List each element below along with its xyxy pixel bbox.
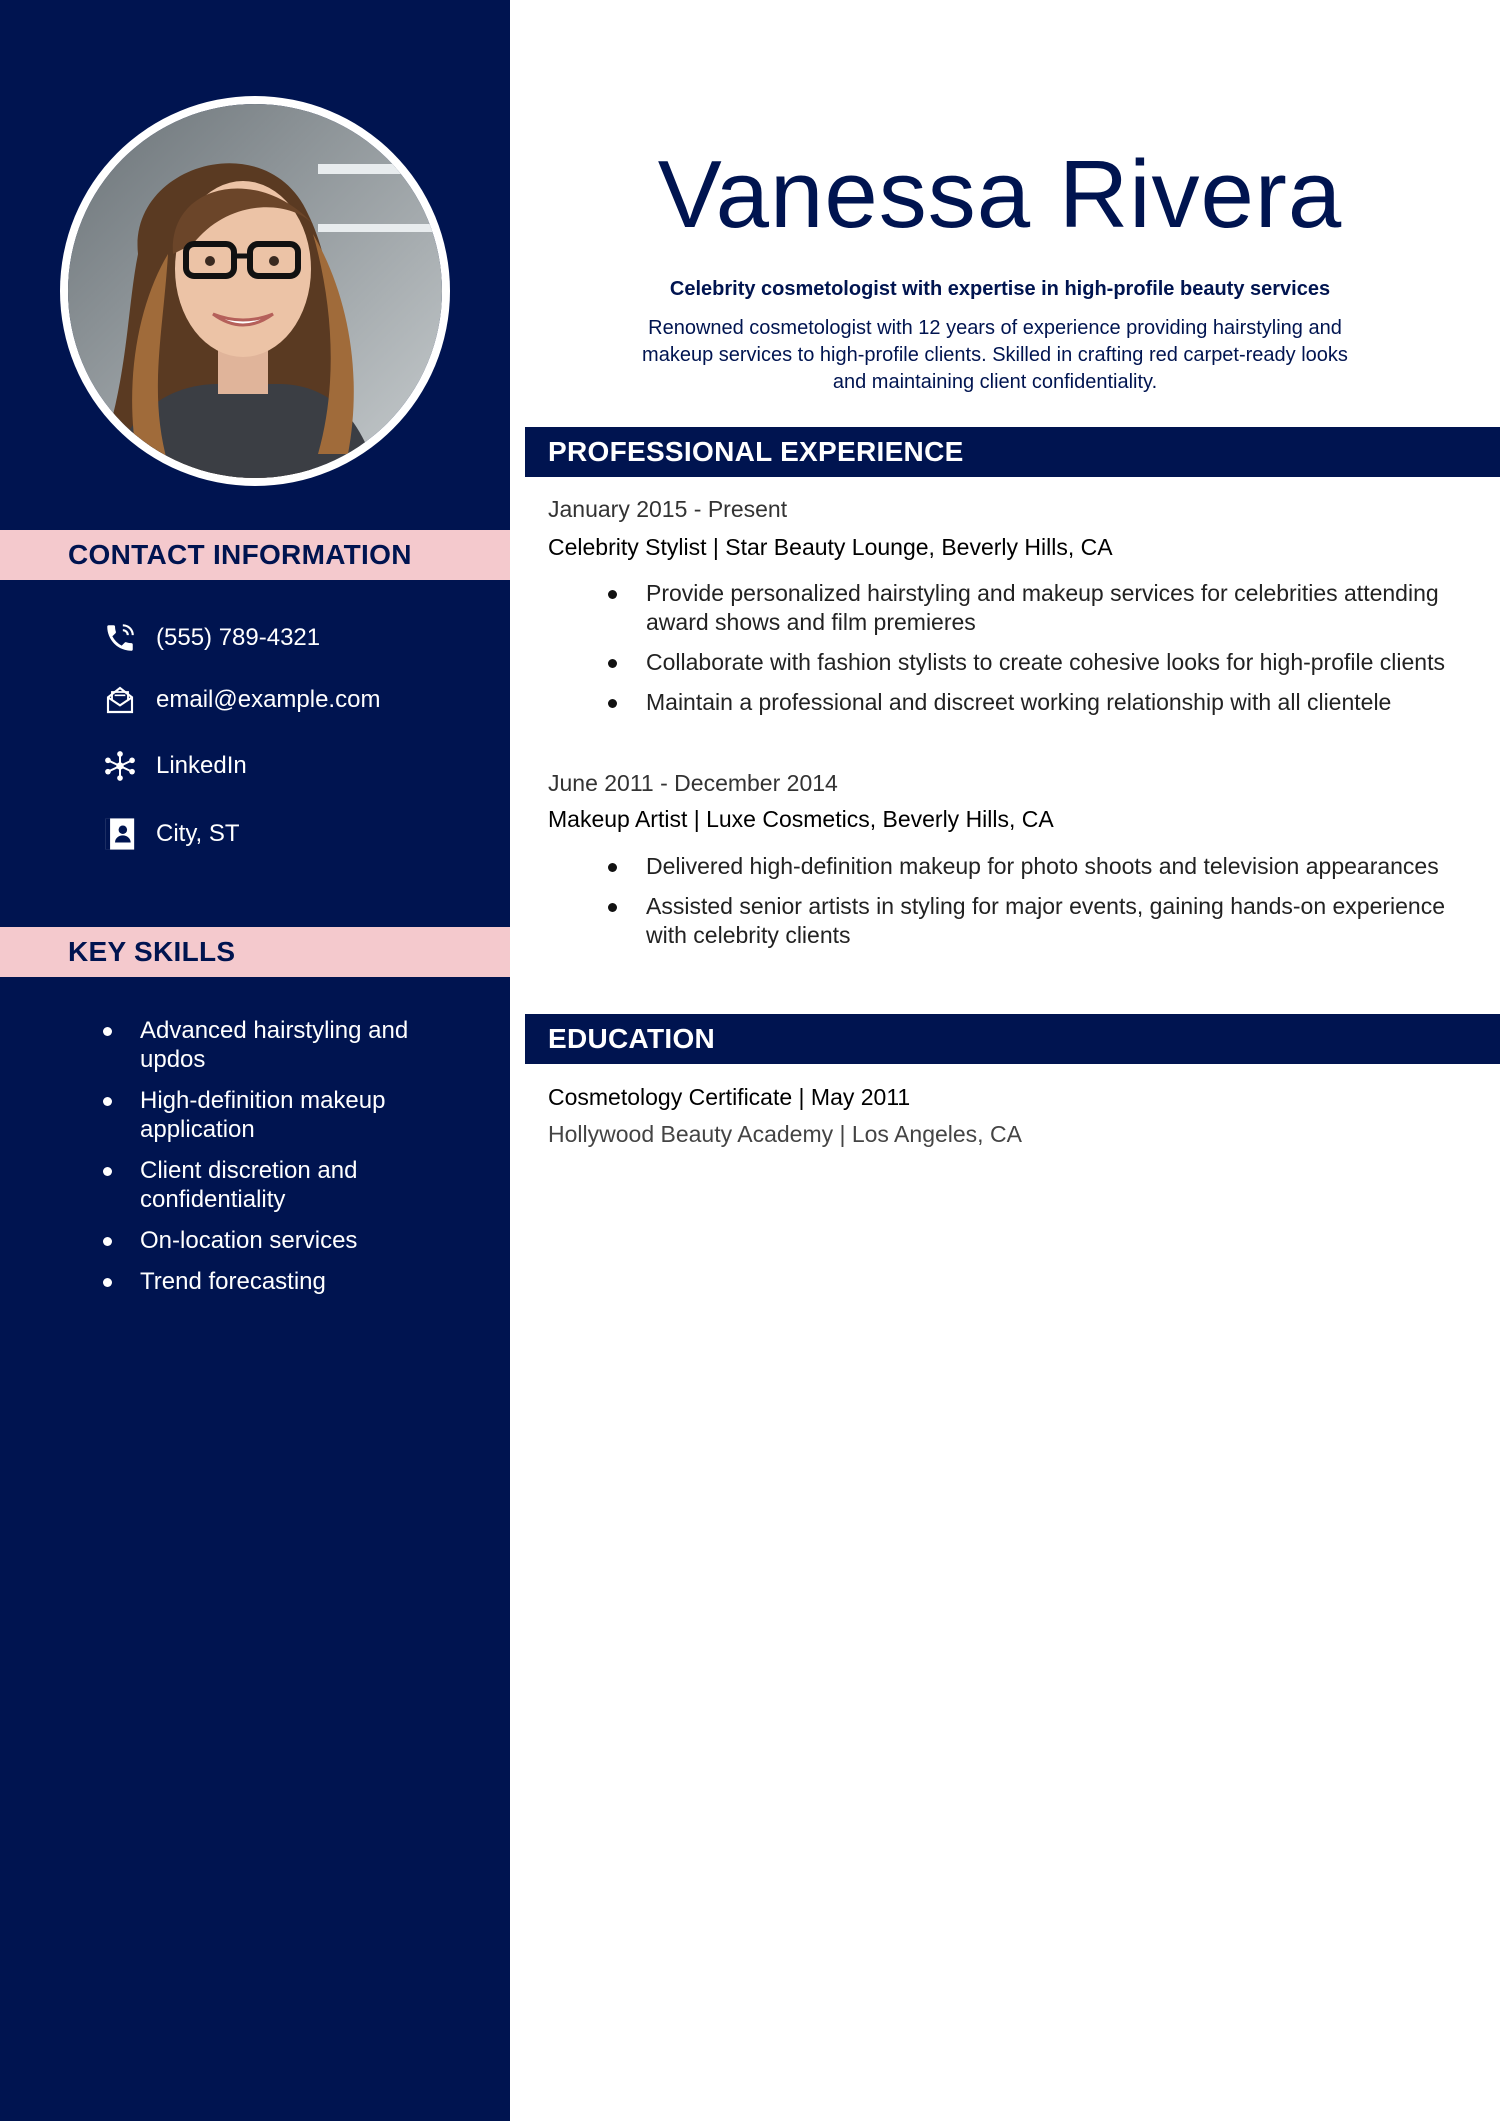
education-heading: EDUCATION — [525, 1014, 1500, 1064]
contact-heading: CONTACT INFORMATION — [0, 530, 510, 580]
experience-heading: PROFESSIONAL EXPERIENCE — [525, 427, 1500, 477]
education-school: Hollywood Beauty Academy | Los Angeles, CA — [548, 1121, 1022, 1147]
contact-email[interactable] — [100, 680, 380, 720]
linkedin-icon — [100, 746, 140, 786]
skill-item: On-location services — [100, 1226, 460, 1255]
location-text: City, ST — [156, 820, 240, 847]
contact-linkedin[interactable] — [100, 746, 247, 786]
headline: Celebrity cosmetologist with expertise in high-profile beauty services — [669, 278, 1331, 300]
sidebar — [0, 0, 510, 2121]
email-text: email@example.com — [156, 686, 381, 713]
job-bullet: Maintain a professional and discreet working relationship with all clientele — [600, 688, 1480, 717]
job-bullet: Assisted senior artists in styling for major events, gaining hands-on experience with celebrity clients — [600, 892, 1480, 950]
job-dates: January 2015 - Present — [548, 496, 788, 522]
contact-location[interactable] — [100, 814, 240, 854]
skill-item: Client discretion and confidentiality — [100, 1156, 460, 1214]
job-bullet: Collaborate with fashion stylists to create cohesive looks for high-profile clients — [600, 648, 1480, 677]
phone-icon — [100, 618, 140, 658]
skill-item: Trend forecasting — [100, 1267, 460, 1296]
candidate-name: Vanessa Rivera — [657, 141, 1343, 248]
job-bullet: Provide personalized hairstyling and makeup services for celebrities attending award shows and film premieres — [600, 579, 1480, 637]
education-degree: Cosmetology Certificate | May 2011 — [548, 1084, 911, 1110]
phone-text: (555) 789-4321 — [156, 624, 321, 651]
job-dates: June 2011 - December 2014 — [548, 770, 838, 796]
job-bullets — [600, 579, 1480, 728]
job-bullet: Delivered high-definition makeup for photo shoots and television appearances — [600, 852, 1480, 881]
job-title: Makeup Artist | Luxe Cosmetics, Beverly Hills, CA — [548, 806, 1054, 832]
linkedin-text: LinkedIn — [156, 752, 247, 779]
job-bullets — [600, 852, 1480, 961]
location-icon — [100, 814, 140, 854]
skill-item: High-definition makeup application — [100, 1086, 460, 1144]
summary: Renowned cosmetologist with 12 years of experience providing hairstyling and makeup services to high-profile clients. Skilled in crafting red carpet-ready looks and maintaining client confidentiality. — [642, 317, 1348, 393]
skills-list — [100, 1016, 460, 1308]
profile-photo — [68, 104, 442, 478]
job-title: Celebrity Stylist | Star Beauty Lounge, Beverly Hills, CA — [548, 534, 1113, 560]
contact-phone[interactable] — [100, 618, 320, 658]
profile-photo-frame — [60, 96, 450, 486]
skills-heading: KEY SKILLS — [0, 927, 510, 977]
email-icon — [100, 680, 140, 720]
skill-item: Advanced hairstyling and updos — [100, 1016, 460, 1074]
